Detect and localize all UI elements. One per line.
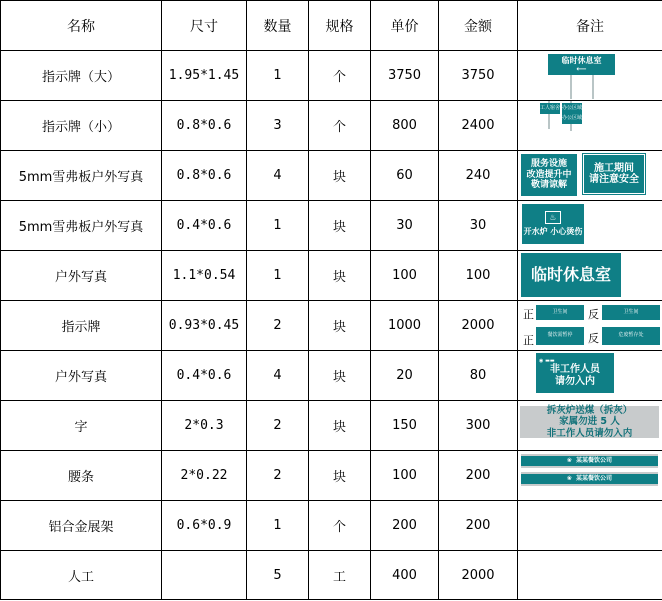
- board-line: 改造提升中: [526, 169, 572, 180]
- small-sign-text: 办公区域: [562, 115, 583, 122]
- header-spec: 规格: [309, 1, 371, 51]
- cell-name: 指示牌: [1, 301, 162, 351]
- table-row: [1, 151, 662, 201]
- cell-name: 字: [1, 401, 162, 451]
- table-row: [1, 351, 662, 401]
- front-label: 正: [523, 334, 534, 347]
- cell-spec: 块: [309, 201, 371, 251]
- logo-icon: ❀: [566, 474, 572, 482]
- back-sign-text: 危废暂存处: [618, 332, 644, 339]
- cell-size: 2*0.3: [162, 401, 247, 451]
- note-cell: [518, 301, 662, 351]
- cell-price: 3750: [371, 51, 439, 101]
- cell-qty: 1: [247, 51, 309, 101]
- hot-water-icon: ♨: [545, 211, 561, 224]
- table-row: [1, 501, 662, 551]
- cell-amount: 240: [439, 151, 518, 201]
- arrow-left-icon: ⟵: [576, 64, 587, 73]
- header-price: 单价: [371, 1, 439, 51]
- cell-price: 20: [371, 351, 439, 401]
- kettle-warning-text: 开水炉 小心烫伤: [523, 227, 583, 237]
- table-row: [1, 201, 662, 251]
- table-row: [1, 101, 662, 151]
- cell-spec: 个: [309, 501, 371, 551]
- small-sign-image: [540, 103, 560, 114]
- staff-only-image: [536, 353, 614, 393]
- service-board-image: [521, 154, 577, 196]
- cell-price: 800: [371, 101, 439, 151]
- sign-pole: [592, 75, 594, 99]
- cell-size: 0.4*0.6: [162, 201, 247, 251]
- cell-amount: 200: [439, 451, 518, 501]
- board-line: 服务设施: [530, 159, 567, 170]
- back-label: 反: [588, 332, 599, 345]
- cell-size: 1.1*0.54: [162, 251, 247, 301]
- staff-only-line: 非工作人员: [550, 364, 600, 376]
- cell-spec: 个: [309, 101, 371, 151]
- cell-spec: 工: [309, 551, 371, 600]
- cell-amount: 30: [439, 201, 518, 251]
- cell-amount: 3750: [439, 51, 518, 101]
- cell-spec: 块: [309, 351, 371, 401]
- front-sign-text: 餐饮需暂停: [547, 332, 573, 339]
- table-row: [1, 451, 662, 501]
- note-cell: [518, 251, 662, 301]
- lettering-image: [520, 406, 659, 438]
- cell-size: [162, 551, 247, 600]
- board-line: 敬请谅解: [530, 180, 567, 191]
- table-row: [1, 551, 662, 600]
- cell-spec: 块: [309, 301, 371, 351]
- lettering-line: 拆灰炉送煤（拆灰）: [546, 404, 633, 416]
- cell-name: 户外写真: [1, 251, 162, 301]
- cell-size: 1.95*1.45: [162, 51, 247, 101]
- cell-amount: 300: [439, 401, 518, 451]
- cell-name: 5mm雪弗板户外写真: [1, 201, 162, 251]
- small-sign-image: [562, 114, 582, 124]
- cell-price: 100: [371, 451, 439, 501]
- front-label: 正: [523, 308, 534, 321]
- cell-price: 400: [371, 551, 439, 600]
- cell-size: 0.6*0.9: [162, 501, 247, 551]
- back-sign-image: [602, 305, 660, 320]
- cell-qty: 3: [247, 101, 309, 151]
- front-sign-text: 卫生间: [552, 308, 568, 315]
- cell-price: 60: [371, 151, 439, 201]
- waist-strip-text: 某某餐饮公司: [576, 474, 613, 482]
- small-sign-text: 办公区域: [562, 104, 583, 111]
- note-cell: [518, 201, 662, 251]
- logo-icon: ❀: [566, 456, 572, 464]
- cell-size: 0.93*0.45: [162, 301, 247, 351]
- cell-name: 户外写真: [1, 351, 162, 401]
- cell-name: 人工: [1, 551, 162, 600]
- small-sign-text: 工人宿舍: [540, 104, 561, 111]
- cell-spec: 块: [309, 251, 371, 301]
- cell-price: 150: [371, 401, 439, 451]
- cell-name: 指示牌（大）: [1, 51, 162, 101]
- safety-board-image: [583, 154, 645, 194]
- table-row: [1, 301, 662, 351]
- cell-spec: 块: [309, 151, 371, 201]
- cell-amount: 80: [439, 351, 518, 401]
- cell-size: 0.8*0.6: [162, 101, 247, 151]
- header-name: 名称: [1, 1, 162, 51]
- logo-icon: ◉ ▬▬: [539, 357, 555, 364]
- table-row: [1, 51, 662, 101]
- rest-room-text: 临时休息室: [530, 264, 611, 284]
- cell-qty: 4: [247, 151, 309, 201]
- cell-price: 100: [371, 251, 439, 301]
- cell-spec: 个: [309, 51, 371, 101]
- cell-price: 1000: [371, 301, 439, 351]
- staff-only-line: 请勿入内: [555, 375, 595, 387]
- kettle-warning-image: [522, 204, 584, 244]
- note-cell: [518, 401, 662, 451]
- lettering-line: 非工作人员请勿入内: [546, 427, 633, 439]
- cell-qty: 1: [247, 201, 309, 251]
- back-sign-text: 卫生间: [623, 308, 639, 315]
- front-sign-image: [536, 327, 584, 345]
- cell-qty: 1: [247, 501, 309, 551]
- cell-price: 30: [371, 201, 439, 251]
- back-sign-image: [602, 327, 660, 345]
- note-cell: [518, 151, 662, 201]
- cell-amount: 2400: [439, 101, 518, 151]
- cell-size: 0.8*0.6: [162, 151, 247, 201]
- cell-qty: 2: [247, 301, 309, 351]
- header-qty: 数量: [247, 1, 309, 51]
- cell-amount: 2000: [439, 551, 518, 600]
- cell-qty: 2: [247, 401, 309, 451]
- back-label: 反: [588, 308, 599, 321]
- note-cell: [518, 501, 662, 551]
- cell-spec: 块: [309, 451, 371, 501]
- header-note: 备注: [518, 1, 662, 51]
- header-amount: 金额: [439, 1, 518, 51]
- cell-qty: 5: [247, 551, 309, 600]
- waist-strip-image: [521, 454, 658, 468]
- cell-qty: 4: [247, 351, 309, 401]
- front-sign-image: [536, 305, 584, 320]
- cell-name: 腰条: [1, 451, 162, 501]
- waist-strip-image: [521, 472, 658, 486]
- note-cell: [518, 451, 662, 501]
- rest-room-image: [521, 253, 621, 297]
- big-sign-text: 临时休息室: [561, 56, 602, 66]
- cell-size: 0.4*0.6: [162, 351, 247, 401]
- cell-name: 5mm雪弗板户外写真: [1, 151, 162, 201]
- cell-spec: 块: [309, 401, 371, 451]
- cell-size: 2*0.22: [162, 451, 247, 501]
- board-line: 请注意安全: [589, 174, 639, 185]
- cell-price: 200: [371, 501, 439, 551]
- note-cell: [518, 351, 662, 401]
- cell-qty: 2: [247, 451, 309, 501]
- cell-name: 铝合金展架: [1, 501, 162, 551]
- board-line: 施工期间: [594, 162, 634, 174]
- cell-amount: 200: [439, 501, 518, 551]
- note-cell: [518, 101, 662, 151]
- lettering-line: 家属勿进 5 人: [559, 416, 620, 428]
- note-cell: [518, 51, 662, 101]
- big-sign-image: [548, 54, 615, 75]
- cell-amount: 100: [439, 251, 518, 301]
- cell-qty: 1: [247, 251, 309, 301]
- waist-strip-text: 某某餐饮公司: [576, 456, 613, 464]
- cell-amount: 2000: [439, 301, 518, 351]
- sign-pole: [570, 75, 572, 99]
- note-cell: [518, 551, 662, 600]
- small-sign-image: [562, 103, 582, 114]
- cell-name: 指示牌（小）: [1, 101, 162, 151]
- table-row: [1, 251, 662, 301]
- header-size: 尺寸: [162, 1, 247, 51]
- table-row: [1, 401, 662, 451]
